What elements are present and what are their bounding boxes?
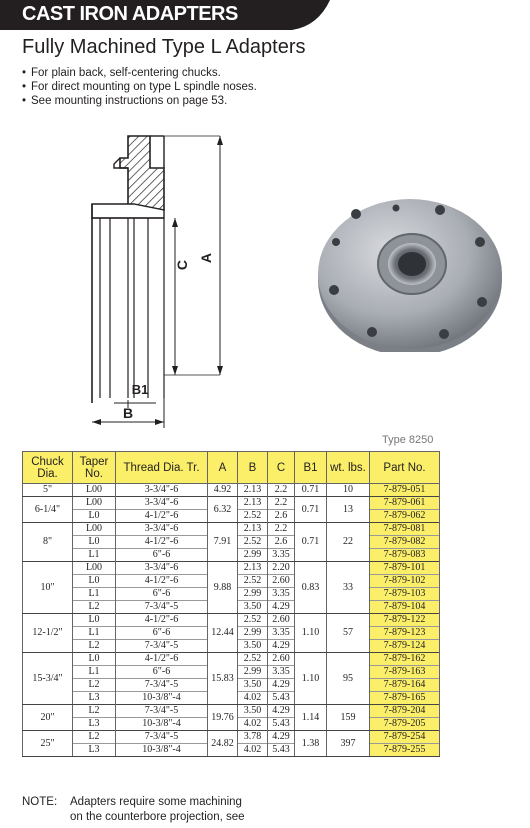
col-c: C [268, 452, 295, 484]
taper-cell: L0 [73, 536, 116, 549]
c-cell: 4.29 [268, 679, 295, 692]
b1-cell: 1.38 [295, 731, 327, 757]
wt-cell: 159 [327, 705, 370, 731]
table-row [23, 562, 440, 575]
thread-cell: 3-3/4"-6 [116, 497, 208, 510]
part-no-cell: 7-879-061 [370, 497, 440, 510]
b-cell: 3.50 [238, 601, 268, 614]
taper-cell: L3 [73, 718, 116, 731]
taper-cell: L00 [73, 484, 116, 497]
wt-cell: 397 [327, 731, 370, 757]
spec-table-body [23, 484, 440, 757]
taper-cell: L0 [73, 614, 116, 627]
page-subtitle: Fully Machined Type L Adapters [22, 36, 306, 58]
c-cell: 4.29 [268, 601, 295, 614]
a-cell: 12.44 [208, 614, 238, 653]
part-no-cell: 7-879-163 [370, 666, 440, 679]
col-a: A [208, 452, 238, 484]
taper-cell: L00 [73, 562, 116, 575]
taper-cell: L2 [73, 731, 116, 744]
part-no-cell: 7-879-104 [370, 601, 440, 614]
thread-cell: 10-3/8"-4 [116, 744, 208, 757]
b-cell: 2.52 [238, 510, 268, 523]
part-no-cell: 7-879-123 [370, 627, 440, 640]
b-cell: 3.50 [238, 705, 268, 718]
part-no-cell: 7-879-124 [370, 640, 440, 653]
b-cell: 2.52 [238, 536, 268, 549]
dimension-b1-label: B1 [131, 382, 149, 397]
thread-cell: 3-3/4"-6 [116, 484, 208, 497]
adapter-product-photo [312, 192, 512, 352]
table-row [23, 705, 440, 718]
wt-cell: 13 [327, 497, 370, 523]
part-no-cell: 7-879-204 [370, 705, 440, 718]
c-cell: 2.2 [268, 497, 295, 510]
a-cell: 6.32 [208, 497, 238, 523]
b-cell: 3.50 [238, 640, 268, 653]
b-cell: 2.52 [238, 653, 268, 666]
a-cell: 15.83 [208, 653, 238, 705]
adapter-cross-section-drawing [70, 128, 240, 430]
thread-cell: 4-1/2"-6 [116, 653, 208, 666]
taper-cell: L0 [73, 510, 116, 523]
spec-table [22, 451, 440, 757]
note-line-2: on the counterbore projection, see [70, 811, 245, 823]
taper-cell: L1 [73, 666, 116, 679]
chuck-dia-cell: 8" [23, 523, 73, 562]
part-no-cell: 7-879-103 [370, 588, 440, 601]
table-row [23, 614, 440, 627]
b-cell: 2.52 [238, 614, 268, 627]
a-cell: 24.82 [208, 731, 238, 757]
thread-cell: 4-1/2"-6 [116, 575, 208, 588]
part-no-cell: 7-879-082 [370, 536, 440, 549]
taper-cell: L1 [73, 588, 116, 601]
c-cell: 3.35 [268, 666, 295, 679]
taper-cell: L0 [73, 575, 116, 588]
chuck-dia-cell: 25" [23, 731, 73, 757]
chuck-dia-cell: 12-1/2" [23, 614, 73, 653]
c-cell: 2.2 [268, 523, 295, 536]
dimension-a-label: A [198, 252, 214, 264]
feature-item: • For direct mounting on type L spindle noses. [22, 81, 257, 93]
b-cell: 2.13 [238, 497, 268, 510]
part-no-cell: 7-879-122 [370, 614, 440, 627]
note-label: NOTE: [22, 796, 58, 808]
chuck-dia-cell: 20" [23, 705, 73, 731]
chuck-dia-cell: 5" [23, 484, 73, 497]
taper-cell: L2 [73, 679, 116, 692]
part-no-cell: 7-879-083 [370, 549, 440, 562]
a-cell: 4.92 [208, 484, 238, 497]
b-cell: 2.99 [238, 588, 268, 601]
taper-cell: L1 [73, 627, 116, 640]
thread-cell: 7-3/4"-5 [116, 705, 208, 718]
wt-cell: 33 [327, 562, 370, 614]
table-row [23, 497, 440, 510]
thread-cell: 3-3/4"-6 [116, 562, 208, 575]
chuck-dia-cell: 15-3/4" [23, 653, 73, 705]
b-cell: 4.02 [238, 692, 268, 705]
b-cell: 2.99 [238, 666, 268, 679]
b1-cell: 1.10 [295, 614, 327, 653]
note-line-1: Adapters require some machining [70, 796, 242, 808]
part-no-cell: 7-879-254 [370, 731, 440, 744]
taper-cell: L3 [73, 692, 116, 705]
part-no-cell: 7-879-081 [370, 523, 440, 536]
a-cell: 7.91 [208, 523, 238, 562]
thread-cell: 6"-6 [116, 627, 208, 640]
col-chuck-dia: Chuck Dia. [23, 452, 73, 484]
b-cell: 3.78 [238, 731, 268, 744]
part-no-cell: 7-879-051 [370, 484, 440, 497]
wt-cell: 95 [327, 653, 370, 705]
b-cell: 2.99 [238, 627, 268, 640]
a-cell: 19.76 [208, 705, 238, 731]
part-no-cell: 7-879-102 [370, 575, 440, 588]
b1-cell: 0.83 [295, 562, 327, 614]
taper-cell: L00 [73, 523, 116, 536]
chuck-dia-cell: 6-1/4" [23, 497, 73, 523]
c-cell: 3.35 [268, 588, 295, 601]
thread-cell: 4-1/2"-6 [116, 614, 208, 627]
b-cell: 2.99 [238, 549, 268, 562]
taper-cell: L1 [73, 549, 116, 562]
part-no-cell: 7-879-101 [370, 562, 440, 575]
thread-cell: 3-3/4"-6 [116, 523, 208, 536]
wt-cell: 57 [327, 614, 370, 653]
c-cell: 5.43 [268, 744, 295, 757]
taper-cell: L0 [73, 653, 116, 666]
c-cell: 5.43 [268, 718, 295, 731]
c-cell: 2.6 [268, 536, 295, 549]
c-cell: 2.2 [268, 484, 295, 497]
a-cell: 9.88 [208, 562, 238, 614]
thread-cell: 10-3/8"-4 [116, 718, 208, 731]
col-taper-no: Taper No. [73, 452, 116, 484]
b-cell: 2.13 [238, 484, 268, 497]
chuck-dia-cell: 10" [23, 562, 73, 614]
table-row [23, 653, 440, 666]
b1-cell: 0.71 [295, 523, 327, 562]
c-cell: 2.60 [268, 653, 295, 666]
b-cell: 3.50 [238, 679, 268, 692]
thread-cell: 6"-6 [116, 549, 208, 562]
note [22, 795, 245, 825]
feature-item: • For plain back, self-centering chucks. [22, 67, 221, 79]
thread-cell: 7-3/4"-5 [116, 731, 208, 744]
thread-cell: 4-1/2"-6 [116, 510, 208, 523]
thread-cell: 6"-6 [116, 666, 208, 679]
c-cell: 3.35 [268, 627, 295, 640]
col-b1: B1 [295, 452, 327, 484]
part-no-cell: 7-879-164 [370, 679, 440, 692]
type-label: Type 8250 [382, 434, 434, 446]
thread-cell: 4-1/2"-6 [116, 536, 208, 549]
part-no-cell: 7-879-255 [370, 744, 440, 757]
part-no-cell: 7-879-162 [370, 653, 440, 666]
thread-cell: 7-3/4"-5 [116, 601, 208, 614]
wt-cell: 22 [327, 523, 370, 562]
b1-cell: 1.14 [295, 705, 327, 731]
col-b: B [238, 452, 268, 484]
c-cell: 3.35 [268, 549, 295, 562]
c-cell: 2.20 [268, 562, 295, 575]
b1-cell: 0.71 [295, 497, 327, 523]
b-cell: 2.13 [238, 523, 268, 536]
table-row [23, 731, 440, 744]
col-part-no: Part No. [370, 452, 440, 484]
b-cell: 4.02 [238, 744, 268, 757]
taper-cell: L2 [73, 640, 116, 653]
section-title: CAST IRON ADAPTERS [22, 3, 238, 25]
dimension-c-label: C [174, 259, 190, 271]
part-no-cell: 7-879-165 [370, 692, 440, 705]
dimension-b-label: B [122, 405, 134, 421]
taper-cell: L2 [73, 705, 116, 718]
c-cell: 4.29 [268, 731, 295, 744]
taper-cell: L2 [73, 601, 116, 614]
thread-cell: 10-3/8"-4 [116, 692, 208, 705]
c-cell: 2.60 [268, 614, 295, 627]
c-cell: 2.6 [268, 510, 295, 523]
col-thread-dia: Thread Dia. Tr. [116, 452, 208, 484]
table-row [23, 484, 440, 497]
b-cell: 4.02 [238, 718, 268, 731]
thread-cell: 6"-6 [116, 588, 208, 601]
part-no-cell: 7-879-062 [370, 510, 440, 523]
wt-cell: 10 [327, 484, 370, 497]
thread-cell: 7-3/4"-5 [116, 640, 208, 653]
col-wt: wt. lbs. [327, 452, 370, 484]
table-row [23, 523, 440, 536]
c-cell: 4.29 [268, 640, 295, 653]
feature-item: • See mounting instructions on page 53. [22, 95, 228, 107]
feature-list [22, 66, 257, 108]
b1-cell: 0.71 [295, 484, 327, 497]
c-cell: 2.60 [268, 575, 295, 588]
part-no-cell: 7-879-205 [370, 718, 440, 731]
thread-cell: 7-3/4"-5 [116, 679, 208, 692]
c-cell: 5.43 [268, 692, 295, 705]
taper-cell: L00 [73, 497, 116, 510]
taper-cell: L3 [73, 744, 116, 757]
b-cell: 2.52 [238, 575, 268, 588]
b-cell: 2.13 [238, 562, 268, 575]
b1-cell: 1.10 [295, 653, 327, 705]
c-cell: 4.29 [268, 705, 295, 718]
